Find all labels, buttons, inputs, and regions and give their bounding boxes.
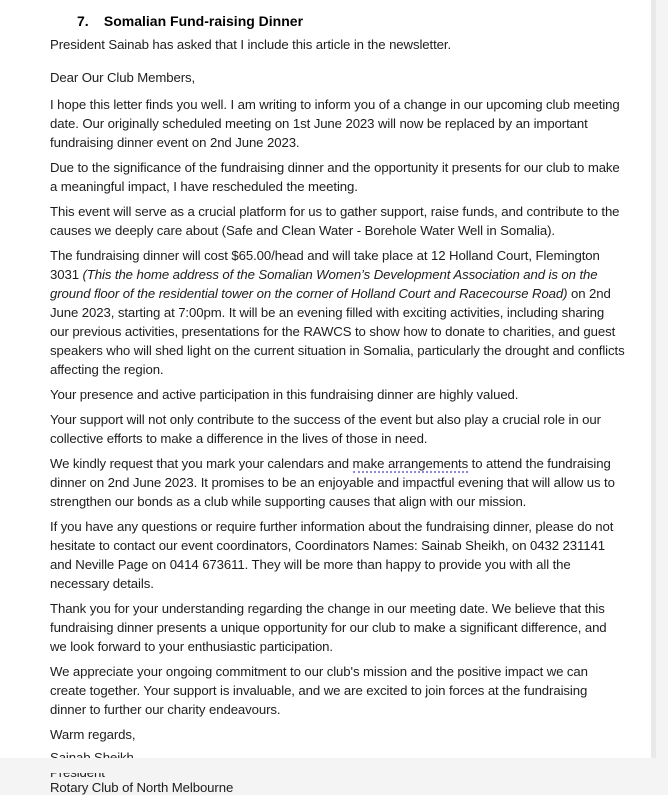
text-run: Warm regards, <box>50 727 136 742</box>
paragraph <box>50 410 625 448</box>
text-run: I hope this letter finds you well. I am writing to inform you of a change in our upcoming club meeting date. Our originally scheduled meeting on 1st June 2023 will now be replaced by an important fundraising dinner event on 2nd June 2023. <box>50 97 620 150</box>
text-run: Dear Our Club Members, <box>50 70 196 85</box>
paragraph <box>50 202 625 240</box>
grammar-flagged-text: make arrangements <box>352 456 469 471</box>
paragraph <box>50 517 625 593</box>
paragraph <box>50 454 625 511</box>
text-run: Due to the significance of the fundraising dinner and the opportunity it presents for our club to make a meaningful impact, I have rescheduled the meeting. <box>50 160 620 194</box>
paragraph <box>50 385 625 404</box>
text-run: Your presence and active participation in this fundraising dinner are highly valued. <box>50 387 519 402</box>
section-number: 7. <box>77 13 89 29</box>
section-heading <box>50 12 625 31</box>
text-run: If you have any questions or require further information about the fundraising dinner, please do not hesitate to contact our event coordinators, Coordinators Names: Sainab Sheikh, on 0432 231141 and Neville Page on 0414 673611. They will be more than happy to provide you with all the necessary details. <box>50 519 614 591</box>
text-run: Rotary Club of North Melbourne <box>50 780 234 795</box>
text-run: Your support will not only contribute to the success of the event but also play a crucial role in our collective efforts to make a difference in the lives of those in need. <box>50 412 601 446</box>
text-run: We appreciate your ongoing commitment to our club's mission and the positive impact we can create together. Your support is invaluable, and we are excited to join forces at the fundraising dinner to further our charity endeavours. <box>50 664 588 717</box>
letter-body <box>50 35 625 795</box>
text-run: (This the home address of the Somalian Women’s Development Association and is on the ground floor of the residential tower on the corner of Holland Court and Racecourse Road) <box>50 267 598 301</box>
text-run: President Sainab has asked that I include this article in the newsletter. <box>50 37 452 52</box>
paragraph <box>50 158 625 196</box>
text-run: on 2nd June 2023, starting at 7:00pm. It will be an evening filled with exciting activities, including sharing our previous activities, presentations for the RAWCS to show how to donate to charities, and guest speakers who will shed light on the current situation in Somalia, particularly the drought and conflicts affecting the region. <box>50 286 625 377</box>
signature-line <box>50 780 625 795</box>
paragraph <box>50 68 625 87</box>
section-title: Somalian Fund-raising Dinner <box>103 13 304 29</box>
paragraph <box>50 725 625 744</box>
text-run: This event will serve as a crucial platform for us to gather support, raise funds, and contribute to the causes we deeply care about (Safe and Clean Water - Borehole Water Well in Somalia). <box>50 204 620 238</box>
page-bottom-margin <box>0 758 668 773</box>
paragraph <box>50 246 625 379</box>
text-run: The fundraising dinner will cost $65.00/head and will take place at 12 Holland Court, Flemington 3031 <box>50 248 600 282</box>
paragraph <box>50 95 625 152</box>
text-run: to attend the fundraising dinner on 2nd June 2023. It promises to be an enjoyable and impactful evening that will allow us to strengthen our bonds as a club while supporting causes that align with our mission. <box>50 456 615 509</box>
paragraph <box>50 599 625 656</box>
text-run: We kindly request that you mark your calendars and <box>50 456 353 471</box>
text-run: Thank you for your understanding regarding the change in our meeting date. We believe that this fundraising dinner presents a unique opportunity for our club to make a significant difference, and we look forward to your enthusiastic participation. <box>50 601 607 654</box>
paragraph <box>50 662 625 719</box>
paragraph <box>50 35 625 54</box>
